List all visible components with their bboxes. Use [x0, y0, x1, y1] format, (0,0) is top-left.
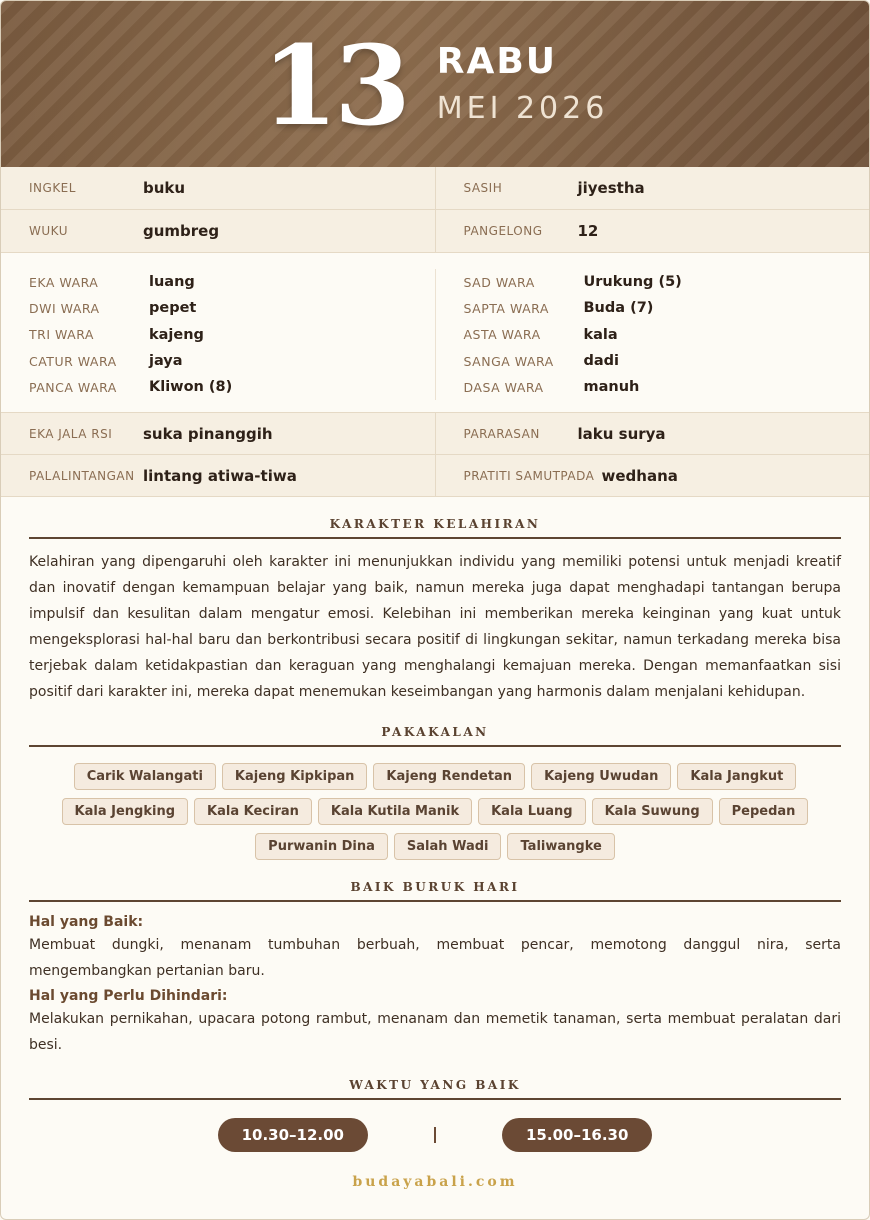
waktu-section [1, 1078, 869, 1190]
time-slot-pill: 15.00–16.30 [502, 1118, 652, 1152]
info-label: SASIH [463, 181, 503, 195]
info-row [1, 413, 869, 455]
wara-item [29, 348, 435, 374]
info-value: buku [143, 179, 186, 197]
wara-label: SANGA WARA [463, 353, 554, 369]
info-label: EKA JALA RSI [29, 426, 113, 441]
wara-label: SAD WARA [463, 274, 535, 290]
pakakalan-tag: Kajeng Rendetan [373, 763, 525, 790]
info-cell-wuku [1, 210, 435, 252]
info-value: gumbreg [143, 222, 220, 240]
bad-label: Hal yang Perlu Dihindari: [29, 988, 228, 1005]
footer-site-link[interactable]: budayabali.com [352, 1174, 518, 1191]
wara-value: Buda (7) [583, 300, 654, 317]
pakakalan-tag: Pepedan [719, 798, 809, 825]
karakter-section [1, 517, 869, 705]
baik-buruk-section [1, 880, 869, 1058]
info-row [1, 167, 869, 210]
wara-item [464, 295, 870, 321]
info-label: PALALINTANGAN [29, 468, 135, 483]
pakakalan-tag: Kajeng Kipkipan [222, 763, 367, 790]
wara-item [29, 295, 435, 321]
pakakalan-tag: Kala Suwung [592, 798, 713, 825]
karakter-text: Kelahiran yang dipengaruhi oleh karakter ini menunjukkan individu yang memiliki potensi untuk menjadi kreatif dan inovatif dengan kemampuan belajar yang baik, namun mereka juga dapat menghadapi tantangan berupa impulsif dan kesulitan dalam mengatur emosi. Kelebihan ini memberikan mereka keinginan yang kuat untuk mengeksplorasi hal-hal baru dan berkontribusi secara positif di lingkungan sekitar, namun terkadang mereka bisa terjebak dalam ketidakpastian dan keraguan yang menghalangi kemajuan mereka. Dengan memanfaatkan sisi positif dari karakter ini, mereka dapat menemukan keseimbangan yang harmonis dalam menjalani kehidupan. [29, 554, 841, 701]
info-row [1, 455, 869, 497]
wara-value: manuh [583, 379, 640, 396]
info-cell-sasih [435, 167, 870, 209]
wara-column-right [435, 269, 870, 400]
wara-value: kala [583, 326, 618, 343]
info-cell-pararasan [435, 413, 870, 454]
time-slots [29, 1118, 841, 1152]
info-cell-palalintangan [1, 455, 435, 496]
pakakalan-tag: Kala Kutila Manik [318, 798, 472, 825]
info-value: laku surya [577, 424, 666, 443]
wara-label: ASTA WARA [463, 327, 541, 343]
pakakalan-tag: Kala Jangkut [677, 763, 796, 790]
pakakalan-section [1, 725, 869, 860]
info-cell-pratiti-samutpada [435, 455, 870, 496]
wara-grid [1, 253, 869, 413]
info-value: suka pinanggih [143, 424, 273, 443]
section-title: BAIK BURUK HARI [29, 880, 841, 902]
good-text: Membuat dungki, menanam tumbuhan berbuah, membuat pencar, memotong danggul nira, serta mengembangkan pertanian baru. [29, 937, 841, 980]
wara-label: DASA WARA [463, 379, 544, 395]
wara-label: DWI WARA [29, 300, 100, 316]
section-title: WAKTU YANG BAIK [29, 1078, 841, 1100]
info-value: 12 [577, 222, 599, 240]
day-info [437, 42, 609, 127]
info-label: INGKEL [29, 181, 76, 195]
wara-label: EKA WARA [29, 274, 99, 290]
wara-label: TRI WARA [29, 327, 94, 343]
pakakalan-tag: Purwanin Dina [255, 833, 388, 860]
wara-value: luang [149, 274, 195, 291]
wara-value: Urukung (5) [583, 274, 682, 291]
time-slot-pill: 10.30–12.00 [218, 1118, 368, 1152]
wara-value: kajeng [149, 326, 204, 343]
wara-item [29, 269, 435, 295]
section-title: KARAKTER KELAHIRAN [29, 517, 841, 539]
wara-value: dadi [583, 353, 620, 370]
info-label: PANGELONG [463, 224, 543, 238]
divider [434, 1127, 436, 1143]
wara-label: PANCA WARA [29, 379, 117, 395]
info-cell-ingkel [1, 167, 435, 209]
good-label: Hal yang Baik: [29, 914, 144, 931]
month-year: MEI 2026 [436, 91, 609, 127]
info-cell-pangelong [435, 210, 870, 252]
wara-value: pepet [149, 300, 197, 317]
pakakalan-tag: Carik Walangati [74, 763, 216, 790]
wara-item [29, 374, 435, 400]
info-label: PARARASAN [463, 426, 540, 441]
pakakalan-tag: Kala Jengking [62, 798, 188, 825]
wara-value: jaya [149, 353, 183, 370]
wara-item [464, 374, 870, 400]
wara-column-left [1, 269, 435, 400]
wara-label: CATUR WARA [29, 353, 117, 369]
info-row [1, 210, 869, 253]
wara-item [29, 322, 435, 348]
pakakalan-tag: Taliwangke [507, 833, 614, 860]
date-header [1, 1, 869, 167]
info-value: wedhana [601, 466, 678, 485]
wara-label: SAPTA WARA [463, 300, 549, 316]
bad-text: Melakukan pernikahan, upacara potong rambut, menanam dan memetik tanaman, serta membuat peralatan dari besi. [29, 1011, 841, 1054]
day-name: RABU [436, 40, 558, 82]
pakakalan-tag: Kajeng Uwudan [531, 763, 671, 790]
info-value: lintang atiwa-tiwa [143, 466, 297, 485]
info-label: WUKU [29, 224, 68, 238]
info-label: PRATITI SAMUTPADA [463, 468, 595, 483]
info-cell-eka-jala-rsi [1, 413, 435, 454]
wara-item [464, 269, 870, 295]
pakakalan-tag: Salah Wadi [394, 833, 502, 860]
wara-item [464, 348, 870, 374]
wara-item [464, 322, 870, 348]
section-title: PAKAKALAN [29, 725, 841, 747]
day-number: 13 [261, 21, 407, 150]
pakakalan-tag: Kala Keciran [194, 798, 312, 825]
wara-value: Kliwon (8) [149, 379, 233, 396]
pakakalan-tag: Kala Luang [478, 798, 585, 825]
pakakalan-tags [29, 763, 841, 860]
info-value: jiyestha [577, 179, 645, 197]
